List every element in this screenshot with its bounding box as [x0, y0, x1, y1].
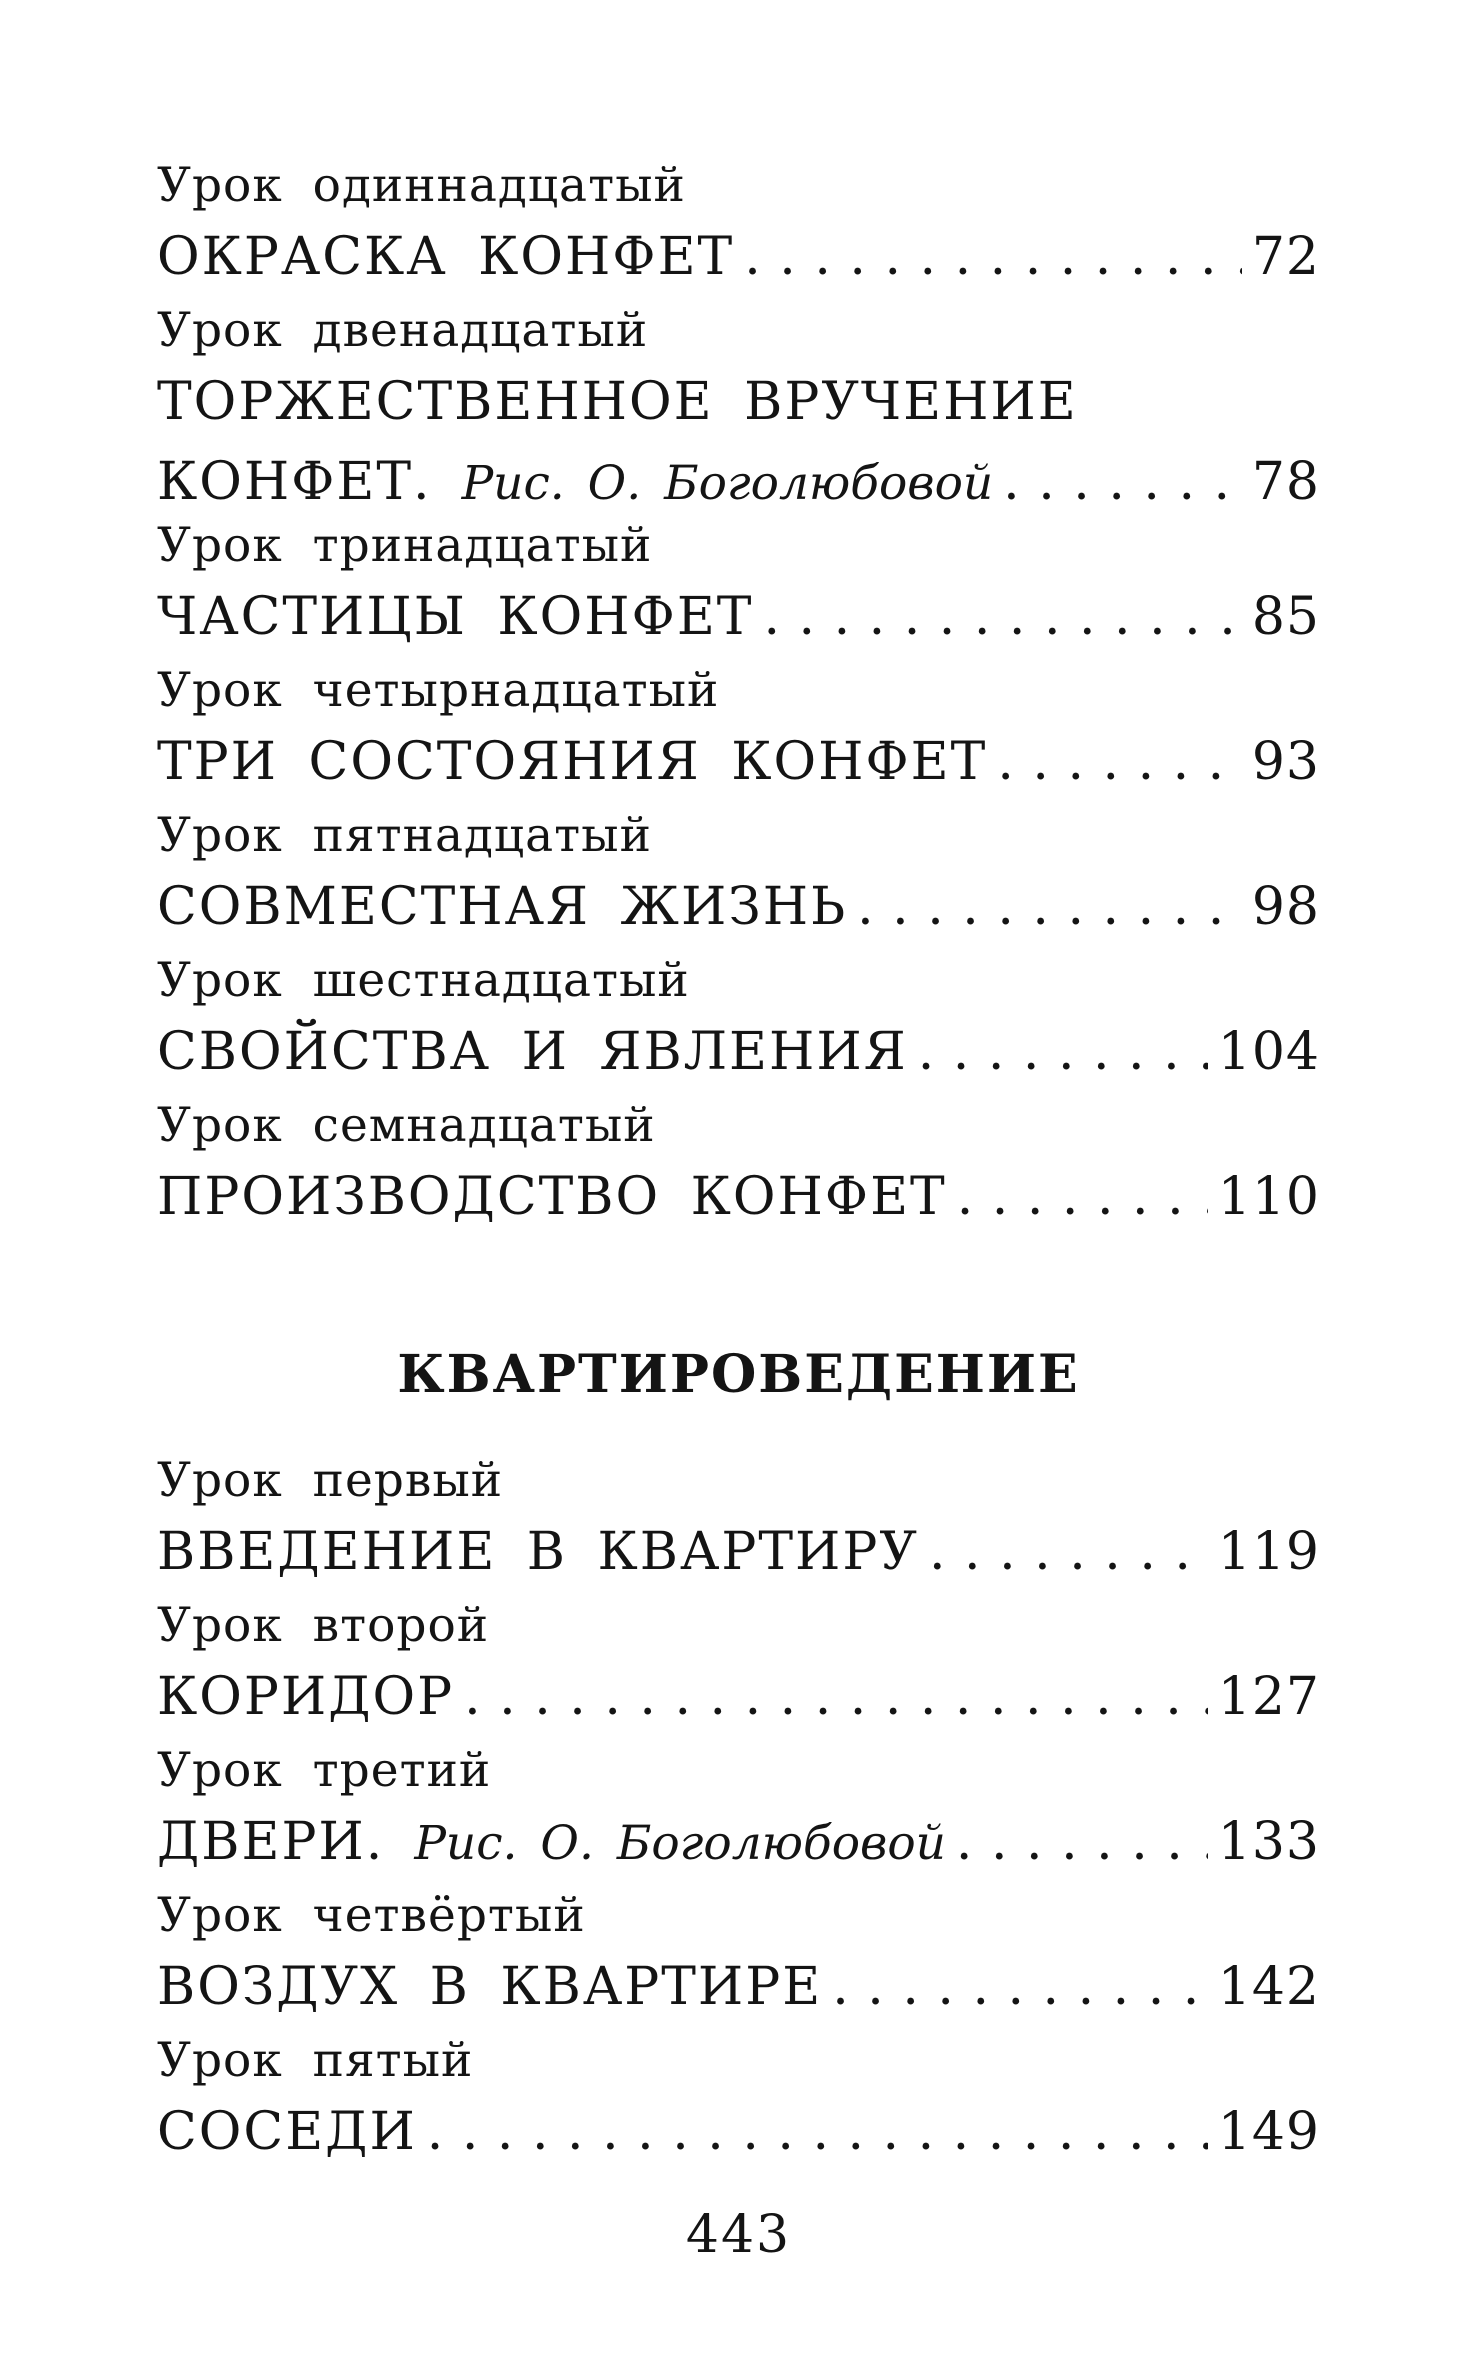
- chapter-title: ПРОИЗВОДСТВО КОНФЕТ: [157, 1167, 947, 1227]
- lesson-label: Урок пятый: [157, 2033, 474, 2088]
- page-number: 85: [1251, 587, 1320, 647]
- lesson-label: Урок второй: [157, 1598, 490, 1653]
- chapter-title: ВОЗДУХ В КВАРТИРЕ: [157, 1957, 823, 2017]
- toc-entry: [157, 1740, 1320, 1882]
- page-number: 93: [1251, 732, 1320, 792]
- lesson-label: Урок шестнадцатый: [157, 953, 690, 1008]
- page-number: 110: [1217, 1167, 1320, 1227]
- toc-line: [157, 1802, 1320, 1882]
- lesson-label: Урок третий: [157, 1743, 492, 1798]
- toc-entry: [157, 300, 1320, 522]
- lesson-label: Урок пятнадцатый: [157, 808, 652, 863]
- section-heading: КВАРТИРОВЕДЕНИЕ: [397, 1344, 1080, 1405]
- dot-leader: [929, 1512, 1208, 1592]
- page-number: 149: [1217, 2102, 1320, 2162]
- toc-line: [157, 577, 1320, 657]
- chapter-title: ДВЕРИ.: [157, 1812, 385, 1872]
- toc-entry: [157, 1885, 1320, 2027]
- lesson-label: Урок тринадцатый: [157, 518, 653, 573]
- page-number: 133: [1217, 1812, 1320, 1872]
- page-number: 78: [1251, 452, 1320, 512]
- lesson-label: Урок четырнадцатый: [157, 663, 720, 718]
- toc-entry: [157, 1595, 1320, 1737]
- chapter-title: СВОЙСТВА И ЯВЛЕНИЯ: [157, 1022, 908, 1082]
- chapter-title: ВВЕДЕНИЕ В КВАРТИРУ: [157, 1522, 919, 1582]
- toc-line: [157, 2092, 1320, 2172]
- chapter-title: КОНФЕТ.: [157, 452, 432, 512]
- chapter-title: ОКРАСКА КОНФЕТ: [157, 227, 735, 287]
- dot-leader: [1003, 442, 1242, 522]
- page-number: 142: [1217, 1957, 1320, 2017]
- dot-leader: [918, 1012, 1208, 1092]
- toc-line: [157, 722, 1320, 802]
- page-number: 119: [1217, 1522, 1320, 1582]
- toc-entry: [157, 805, 1320, 947]
- toc-line: [157, 867, 1320, 947]
- illustrator-credit: Рис. О. Боголюбовой: [414, 1816, 946, 1871]
- chapter-title: СОСЕДИ: [157, 2102, 417, 2162]
- page-folio: 443: [685, 2205, 792, 2265]
- toc-entry: [157, 1095, 1320, 1237]
- chapter-title-line1: ТОРЖЕСТВЕННОЕ ВРУЧЕНИЕ: [157, 372, 1078, 432]
- lesson-label: Урок первый: [157, 1453, 504, 1508]
- toc-entry: [157, 2030, 1320, 2172]
- page-number: 127: [1217, 1667, 1320, 1727]
- toc-line: [157, 1157, 1320, 1237]
- toc-entry: [157, 660, 1320, 802]
- page-number: 72: [1251, 227, 1320, 287]
- dot-leader: [956, 1802, 1208, 1882]
- illustrator-credit: Рис. О. Боголюбовой: [461, 456, 994, 511]
- dot-leader: [763, 577, 1241, 657]
- toc-line: [157, 1947, 1320, 2027]
- dot-leader: [744, 217, 1242, 297]
- toc-line: [157, 1012, 1320, 1092]
- toc-entry: [157, 950, 1320, 1092]
- lesson-label: Урок семнадцатый: [157, 1098, 656, 1153]
- dot-leader: [957, 1157, 1208, 1237]
- chapter-title: ТРИ СОСТОЯНИЯ КОНФЕТ: [157, 732, 988, 792]
- page-number: 98: [1251, 877, 1320, 937]
- dot-leader: [857, 867, 1242, 947]
- dot-leader: [427, 2092, 1208, 2172]
- page-number: 104: [1217, 1022, 1320, 1082]
- toc-line: [157, 1512, 1320, 1592]
- chapter-title: ЧАСТИЦЫ КОНФЕТ: [157, 587, 754, 647]
- lesson-label: Урок одиннадцатый: [157, 158, 686, 213]
- table-of-contents-page: [157, 0, 1320, 2363]
- dot-leader: [997, 722, 1242, 802]
- dot-leader: [464, 1657, 1208, 1737]
- toc-entry: [157, 515, 1320, 657]
- chapter-title: КОРИДОР: [157, 1667, 455, 1727]
- toc-line: [157, 1657, 1320, 1737]
- toc-entry: [157, 1450, 1320, 1592]
- lesson-label: Урок четвёртый: [157, 1888, 586, 1943]
- dot-leader: [832, 1947, 1208, 2027]
- toc-line: [157, 442, 1320, 522]
- toc-entry: [157, 155, 1320, 297]
- toc-line: [157, 217, 1320, 297]
- lesson-label: Урок двенадцатый: [157, 303, 649, 358]
- chapter-title: СОВМЕСТНАЯ ЖИЗНЬ: [157, 877, 848, 937]
